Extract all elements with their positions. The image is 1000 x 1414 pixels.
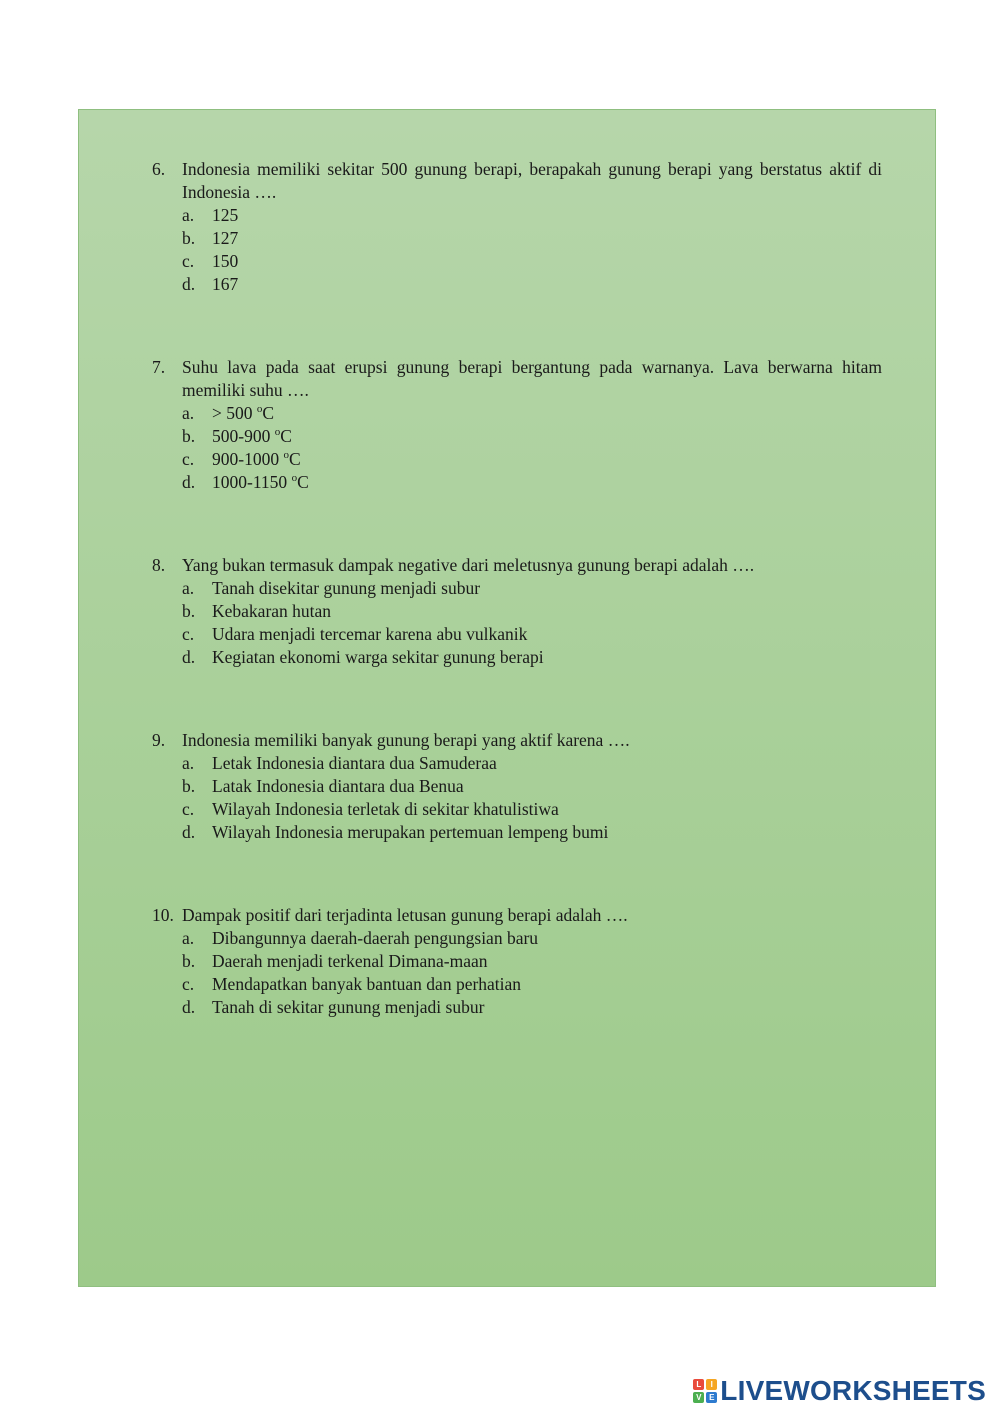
option-letter: d. (182, 274, 196, 294)
question-text: Indonesia memiliki banyak gunung berapi yang aktif karena …. (182, 730, 630, 750)
option-text: Daerah menjadi terkenal Dimana-maan (212, 951, 488, 971)
question-number: 9. (152, 730, 166, 750)
unit: C (288, 449, 301, 469)
option-text: Wilayah Indonesia terletak di sekitar khatulistiwa (212, 799, 559, 819)
option-text: Tanah di sekitar gunung menjadi subur (212, 997, 485, 1017)
option-d[interactable] (152, 646, 882, 669)
logo-cell: L (693, 1379, 704, 1390)
option-text: Udara menjadi tercemar karena abu vulkanik (212, 624, 528, 644)
option-text: 150 (212, 251, 239, 271)
option-list (152, 204, 882, 296)
question-text: Indonesia memiliki sekitar 500 gunung berapi, berapakah gunung berapi yang berstatus aktif di Indonesia …. (182, 159, 882, 202)
question-9 (152, 729, 882, 844)
question-text: Dampak positif dari terjadinta letusan gunung berapi adalah …. (182, 905, 628, 925)
option-letter: a. (182, 205, 195, 225)
option-letter: b. (182, 426, 196, 446)
option-value: 500-900 (212, 426, 275, 446)
question-6 (152, 158, 882, 296)
question-number: 10. (152, 905, 174, 925)
option-c[interactable] (152, 448, 882, 471)
option-a[interactable] (152, 402, 882, 425)
worksheet-panel (78, 109, 936, 1287)
option-letter: c. (182, 799, 195, 819)
option-text (212, 448, 882, 471)
option-letter: b. (182, 228, 196, 248)
option-letter: b. (182, 776, 196, 796)
option-text: Kegiatan ekonomi warga sekitar gunung berapi (212, 647, 544, 667)
degree-superscript: o (291, 472, 298, 485)
question-list (152, 158, 882, 1079)
option-letter: d. (182, 472, 196, 492)
option-letter: a. (182, 578, 195, 598)
question-number: 6. (152, 159, 166, 179)
option-d[interactable] (152, 996, 882, 1019)
option-value: 900-1000 (212, 449, 284, 469)
question-text: Yang bukan termasuk dampak negative dari meletusnya gunung berapi adalah …. (182, 555, 755, 575)
degree-superscript: o (256, 403, 263, 416)
option-list (152, 577, 882, 669)
option-d[interactable] (152, 471, 882, 494)
option-c[interactable] (152, 798, 882, 821)
option-letter: a. (182, 753, 195, 773)
logo-cell: E (706, 1392, 717, 1403)
option-c[interactable] (152, 623, 882, 646)
logo-cell: I (706, 1379, 717, 1390)
option-b[interactable] (152, 425, 882, 448)
option-list (152, 927, 882, 1019)
option-b[interactable] (152, 600, 882, 623)
option-text (212, 471, 882, 494)
option-letter: b. (182, 601, 196, 621)
option-value: 1000-1150 (212, 472, 292, 492)
option-letter: a. (182, 928, 195, 948)
logo-cell: V (693, 1392, 704, 1403)
option-letter: b. (182, 951, 196, 971)
option-text: 167 (212, 274, 239, 294)
liveworksheets-logo-icon (693, 1379, 717, 1403)
option-a[interactable] (152, 577, 882, 600)
option-a[interactable] (152, 752, 882, 775)
option-a[interactable] (152, 927, 882, 950)
option-text: Mendapatkan banyak bantuan dan perhatian (212, 974, 522, 994)
option-b[interactable] (152, 227, 882, 250)
option-letter: c. (182, 251, 195, 271)
option-letter: d. (182, 997, 196, 1017)
option-text: Letak Indonesia diantara dua Samuderaa (212, 753, 497, 773)
question-number: 8. (152, 555, 166, 575)
option-text (212, 402, 882, 425)
option-c[interactable] (152, 973, 882, 996)
option-letter: c. (182, 974, 195, 994)
option-a[interactable] (152, 204, 882, 227)
unit: C (280, 426, 292, 446)
option-letter: c. (182, 449, 195, 469)
question-10 (152, 904, 882, 1019)
degree-superscript: o (283, 449, 289, 462)
option-c[interactable] (152, 250, 882, 273)
degree-superscript: o (274, 426, 281, 439)
question-text: Suhu lava pada saat erupsi gunung berapi bergantung pada warnanya. Lava berwarna hitam memiliki suhu …. (182, 357, 882, 400)
option-b[interactable] (152, 950, 882, 973)
option-d[interactable] (152, 273, 882, 296)
option-letter: d. (182, 647, 196, 667)
option-list (152, 402, 882, 494)
option-text: Dibangunnya daerah-daerah pengungsian baru (212, 928, 539, 948)
option-list (152, 752, 882, 844)
option-d[interactable] (152, 821, 882, 844)
liveworksheets-brand[interactable] (693, 1376, 986, 1406)
option-letter: d. (182, 822, 196, 842)
unit: C (297, 472, 309, 492)
option-letter: a. (182, 403, 195, 423)
option-text (212, 425, 882, 448)
question-number: 7. (152, 357, 166, 377)
option-text: 125 (212, 205, 239, 225)
option-text: Tanah disekitar gunung menjadi subur (212, 578, 481, 598)
brand-name: LIVEWORKSHEETS (720, 1375, 986, 1406)
option-letter: c. (182, 624, 195, 644)
option-text: 127 (212, 228, 239, 248)
question-7 (152, 356, 882, 494)
option-text: Latak Indonesia diantara dua Benua (212, 776, 464, 796)
unit: C (262, 403, 275, 423)
option-text: Wilayah Indonesia merupakan pertemuan lempeng bumi (212, 822, 609, 842)
option-value: > 500 (212, 403, 257, 423)
option-text: Kebakaran hutan (212, 601, 332, 621)
option-b[interactable] (152, 775, 882, 798)
question-8 (152, 554, 882, 669)
